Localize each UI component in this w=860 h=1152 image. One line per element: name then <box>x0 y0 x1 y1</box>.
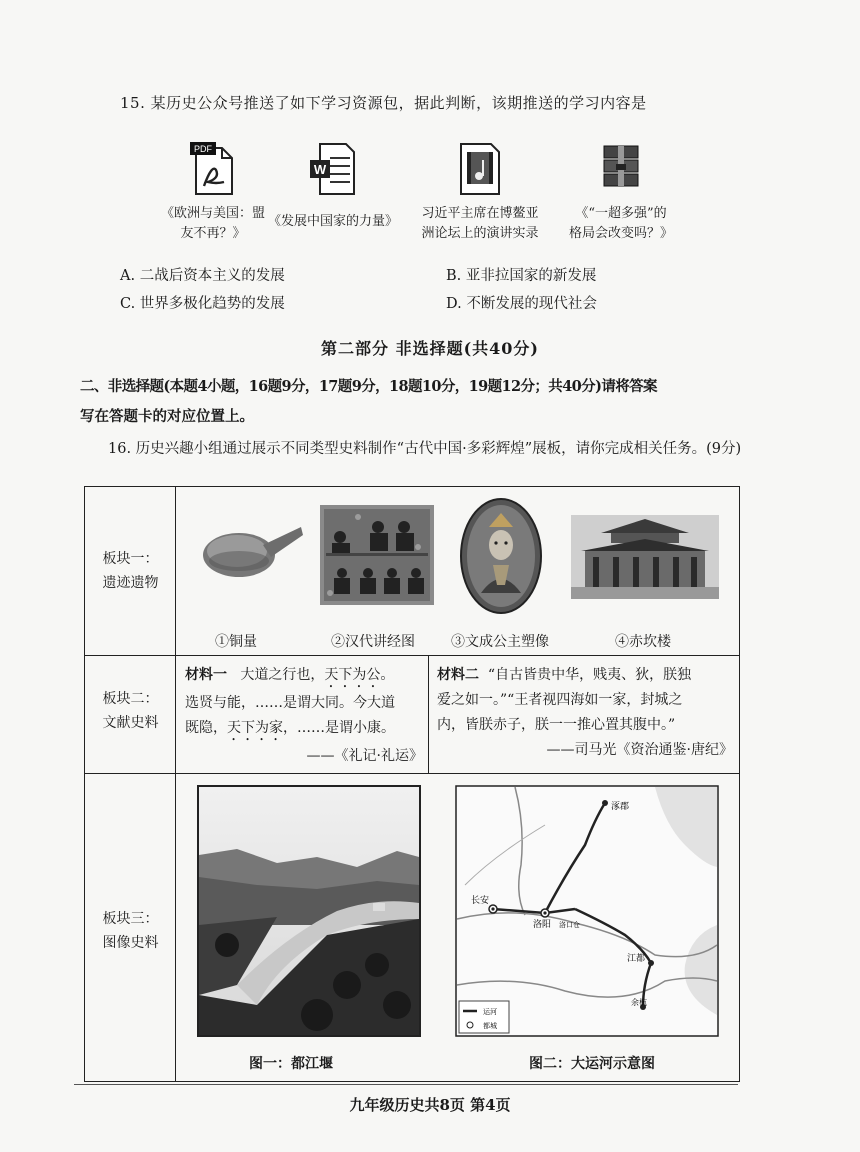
emphasis-text: 天下为公 <box>324 667 381 683</box>
material-divider <box>428 655 429 773</box>
map-label-changan: 长安 <box>471 896 490 906</box>
material-2-line-3: 内，皆朕赤子，朕一一推心置其腹中。” <box>437 717 676 733</box>
label-line: 板块二： <box>102 691 159 707</box>
label-line: 图像史料 <box>102 935 159 951</box>
princess-wencheng-statue-image <box>459 497 543 615</box>
row-divider <box>85 655 739 656</box>
figure-2-caption: 图二：大运河示意图 <box>529 1056 655 1072</box>
artifact-caption-2: ②汉代讲经图 <box>331 634 415 650</box>
label-line: 遗迹遗物 <box>102 575 159 591</box>
section-line: 二、非选择题(本题4小题，16题9分，17题9分，18题10分，19题12分；共40分)请将答案 <box>80 378 657 395</box>
option-c: C. 世界多极化趋势的发展 <box>120 296 285 312</box>
material-text: 。 <box>380 667 395 683</box>
resource-caption <box>248 212 418 232</box>
caption-line: 格局会改变吗？》 <box>568 226 673 241</box>
map-label-yuhang: 余杭 <box>631 998 647 1007</box>
pdf-label: PDF <box>194 144 212 154</box>
option-b: B. 亚非拉国家的新发展 <box>446 268 597 284</box>
material-text: 既隐， <box>185 720 227 736</box>
map-label-zhuojun: 涿郡 <box>611 802 630 812</box>
material-2-source: ——司马光《资治通鉴·唐纪》 <box>546 742 733 758</box>
artifact-caption-1: ①铜量 <box>215 634 257 650</box>
caption-line: 《欧洲与美国：盟 <box>160 206 265 221</box>
page-footer: 九年级历史共8页 第4页 <box>349 1096 511 1114</box>
section-line: 写在答题卡的对应位置上。 <box>80 408 254 425</box>
caption-line: 《“一超多强”的 <box>575 206 667 221</box>
dujiangyan-photo <box>197 785 421 1037</box>
block2-label <box>85 687 176 735</box>
resource-caption <box>536 204 706 244</box>
caption-line: 《发展中国家的力量》 <box>267 214 398 229</box>
exhibit-board <box>84 486 740 1082</box>
material-1-line-2: 选贤与能，……是谓大同。今大道 <box>185 695 395 711</box>
caption-line: 洲论坛上的演讲实录 <box>421 226 539 241</box>
label-line: 文献史料 <box>102 715 159 731</box>
word-file-icon <box>308 140 358 198</box>
figure-1-caption: 图一：都江堰 <box>249 1056 333 1072</box>
footer-rule <box>74 1084 738 1085</box>
audio-file-icon <box>455 140 505 198</box>
archive-file-icon <box>596 140 646 198</box>
material-text: “自古皆贵中华，贱夷、狄，朕独 <box>487 667 692 683</box>
map-legend-city: 都城 <box>483 1022 497 1030</box>
word-label: W <box>313 162 327 177</box>
emphasis-text: 天下为家 <box>227 720 283 736</box>
material-2-line-1 <box>437 663 733 688</box>
material-text: 大道之行也， <box>240 667 325 683</box>
label-line: 板块三： <box>102 911 159 927</box>
label-line: 板块一： <box>102 551 159 567</box>
grand-canal-map <box>455 785 719 1037</box>
material-1-line-3 <box>185 716 423 744</box>
question-16-stem: 16. 历史兴趣小组通过展示不同类型史料制作“古代中国·多彩辉煌”展板，请你完成相关任务。(9分) <box>108 441 742 457</box>
bronze-measure-image <box>197 517 305 587</box>
artifact-caption-3: ③文成公主塑像 <box>451 634 549 650</box>
material-2-line-2: 爱之如一。”“王者视四海如一家，封城之 <box>437 692 683 708</box>
material-1-line-1 <box>185 663 423 691</box>
material-text: ，……是谓小康。 <box>283 720 395 736</box>
material-2 <box>437 663 733 763</box>
option-a: A. 二战后资本主义的发展 <box>120 268 285 284</box>
chikan-tower-image <box>571 515 719 599</box>
block3-label <box>85 907 176 955</box>
material-2-head: 材料二 <box>437 667 479 683</box>
row-divider <box>85 773 739 774</box>
part-title: 第二部分 非选择题(共40分) <box>321 339 539 358</box>
map-label-luoyang: 洛阳 <box>533 920 552 930</box>
artifact-caption-4: ④赤坎楼 <box>615 634 671 650</box>
question-15-stem: 15. 某历史公众号推送了如下学习资源包，据此判断，该期推送的学习内容是 <box>120 94 647 112</box>
section-instructions <box>80 372 770 432</box>
caption-line: 习近平主席在博鳌亚 <box>421 206 539 221</box>
map-legend-canal: 运河 <box>483 1008 497 1016</box>
material-1-head: 材料一 <box>185 667 227 683</box>
resource-word <box>248 140 418 232</box>
block1-label <box>85 547 176 595</box>
pdf-file-icon <box>188 140 238 198</box>
material-1-source: ——《礼记·礼运》 <box>306 748 423 764</box>
caption-line: 友不再？》 <box>180 226 246 241</box>
han-lecture-relief-image <box>318 503 436 607</box>
map-label-luokoucang: 洛口仓 <box>559 921 580 929</box>
option-d: D. 不断发展的现代社会 <box>446 296 597 312</box>
material-1 <box>185 663 423 769</box>
map-label-jiangdu: 江都 <box>627 954 646 964</box>
resource-archive <box>536 140 706 244</box>
